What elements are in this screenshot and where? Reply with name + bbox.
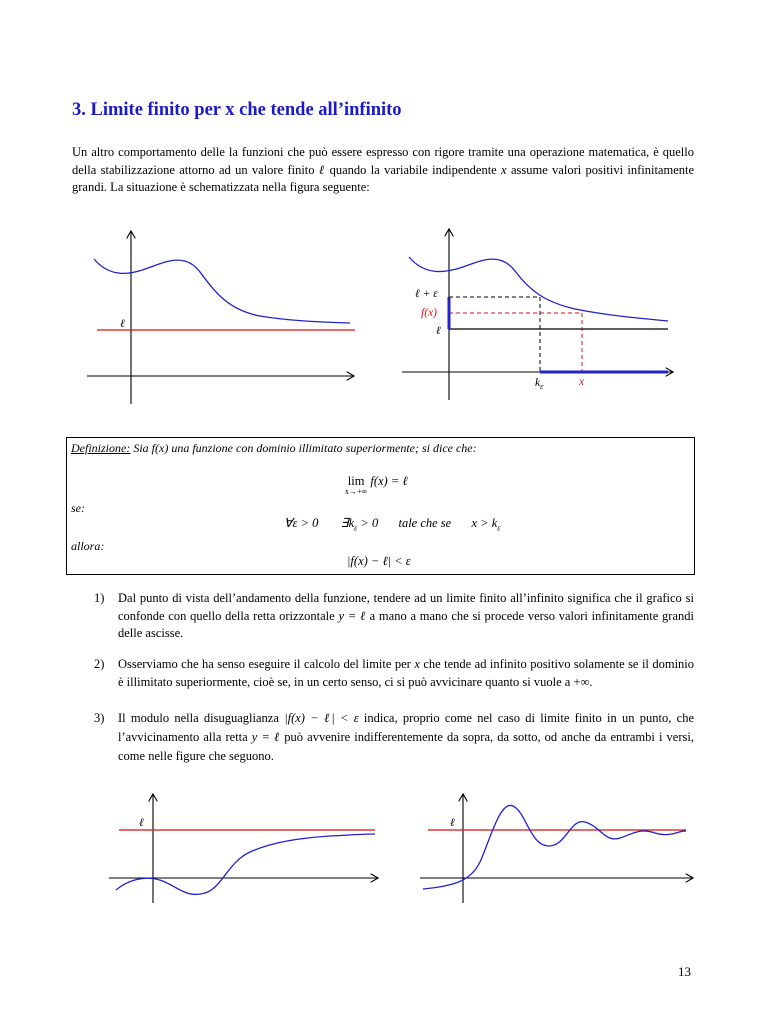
item-2-a: Osserviamo che ha senso eseguire il calcolo del limite per [118, 657, 411, 671]
label-fx: f(x) [421, 307, 437, 319]
exists-part [340, 516, 379, 533]
label-k: k [535, 377, 541, 389]
item-text [118, 656, 694, 691]
intro-paragraph [72, 144, 694, 197]
definition-allora: allora: [71, 539, 105, 553]
definition-fx: f(x) [151, 441, 169, 455]
exists-tail: > 0 [357, 516, 379, 530]
item-2-b: che tende ad infinito positivo solamente se il dominio è illimitato superiormente, cioè se, in un certo senso, ci si può avvicinare quanto si vuole a [118, 657, 695, 689]
definition-label: Definizione: [71, 441, 131, 455]
forall-part: ∀ε > 0 [284, 516, 319, 530]
label-ell: ℓ [139, 817, 144, 829]
figure-top-right [402, 230, 672, 400]
lim-sub: x→+∞ [345, 487, 368, 496]
tale-che-se: tale che se [398, 516, 452, 530]
item-number: 3) [94, 711, 105, 725]
function-curve [94, 259, 350, 323]
item-1-math: y = ℓ [338, 608, 366, 623]
figure-top-left [87, 232, 355, 404]
label-k-sub: ε [540, 382, 544, 391]
limit-formula [345, 474, 408, 496]
item-number: 2) [94, 657, 105, 671]
item-text [118, 590, 694, 643]
page-number: 13 [678, 964, 691, 979]
label-x: x [579, 376, 585, 388]
intro-text-2: quando la variabile indipendente [329, 162, 497, 177]
item-2-math2: +∞ [573, 674, 590, 689]
cond-sub: ε [497, 523, 501, 533]
function-curve [423, 805, 686, 889]
label-ell: ℓ [120, 318, 125, 330]
item-3-math2: y = ℓ [251, 730, 281, 744]
lim-expression: f(x) = ℓ [370, 474, 408, 488]
exists-sub: ε [354, 523, 358, 533]
definition-sia: Sia [133, 441, 149, 455]
item-3-b: indica, proprio come nel caso di limite finito in un punto, che l’avvicinamento alla retta [118, 711, 695, 744]
intro-ell: ℓ [318, 162, 326, 177]
item-2-c: . [589, 674, 593, 689]
condition-x [471, 516, 501, 533]
definition-se: se: [71, 501, 85, 515]
intro-x: x [501, 162, 507, 177]
label-ell-plus-eps: ℓ + ε [415, 288, 438, 300]
label-ell: ℓ [450, 817, 455, 829]
item-number: 1) [94, 591, 105, 605]
lim-word: lim [347, 474, 365, 488]
figure-bottom-right [420, 795, 692, 903]
item-3-math: |f(x) − ℓ| < ε [284, 711, 359, 725]
item-3-a: Il modulo nella disuguaglianza [118, 711, 279, 725]
item-2-math: x [414, 657, 420, 671]
list-item-2 [94, 656, 694, 708]
item-1-b: a mano a mano che si procede verso valori infinitamente grandi delle ascisse. [118, 608, 694, 640]
label-k-eps [535, 377, 544, 391]
function-curve [116, 834, 375, 894]
inequality-tail: < ε [391, 554, 411, 568]
section-heading: 3. Limite finito per x che tende all’infinito [72, 100, 402, 120]
item-1-a: Dal punto di vista dell’andamento della funzione, tendere ad un limite finito all’infinito significa che il grafico si confonde con quello della retta orizzontale [118, 591, 694, 623]
intro-text-3: assume valori positivi infinitamente grandi. La situazione è schematizzata nella figura seguente: [72, 162, 695, 194]
label-ell: ℓ [436, 325, 441, 337]
list-item-3 [94, 709, 694, 765]
definition-text: una funzione con dominio illimitato superiormente; si dice che: [171, 441, 477, 455]
condition-line [284, 515, 500, 533]
figure-bottom-left [109, 795, 377, 903]
definition-line [71, 441, 477, 456]
intro-text-1: Un altro comportamento delle la funzioni che può essere espresso con rigore tramite una operazione matematica, è quello della stabilizzazione attorno ad un valore finito [72, 145, 694, 177]
list-item-1 [94, 590, 694, 642]
inequality-abs: |f(x) − ℓ| [347, 554, 392, 568]
item-3-c: può avvenire indifferentemente da sopra, da sotto, od anche da entrambi i versi, come nelle figure che seguono. [118, 730, 694, 763]
function-curve [409, 257, 668, 321]
cond-x: x > k [471, 516, 498, 530]
inequality [347, 554, 411, 569]
exists-k: ∃k [340, 516, 355, 530]
item-text [118, 709, 694, 766]
lim-block [345, 474, 367, 496]
